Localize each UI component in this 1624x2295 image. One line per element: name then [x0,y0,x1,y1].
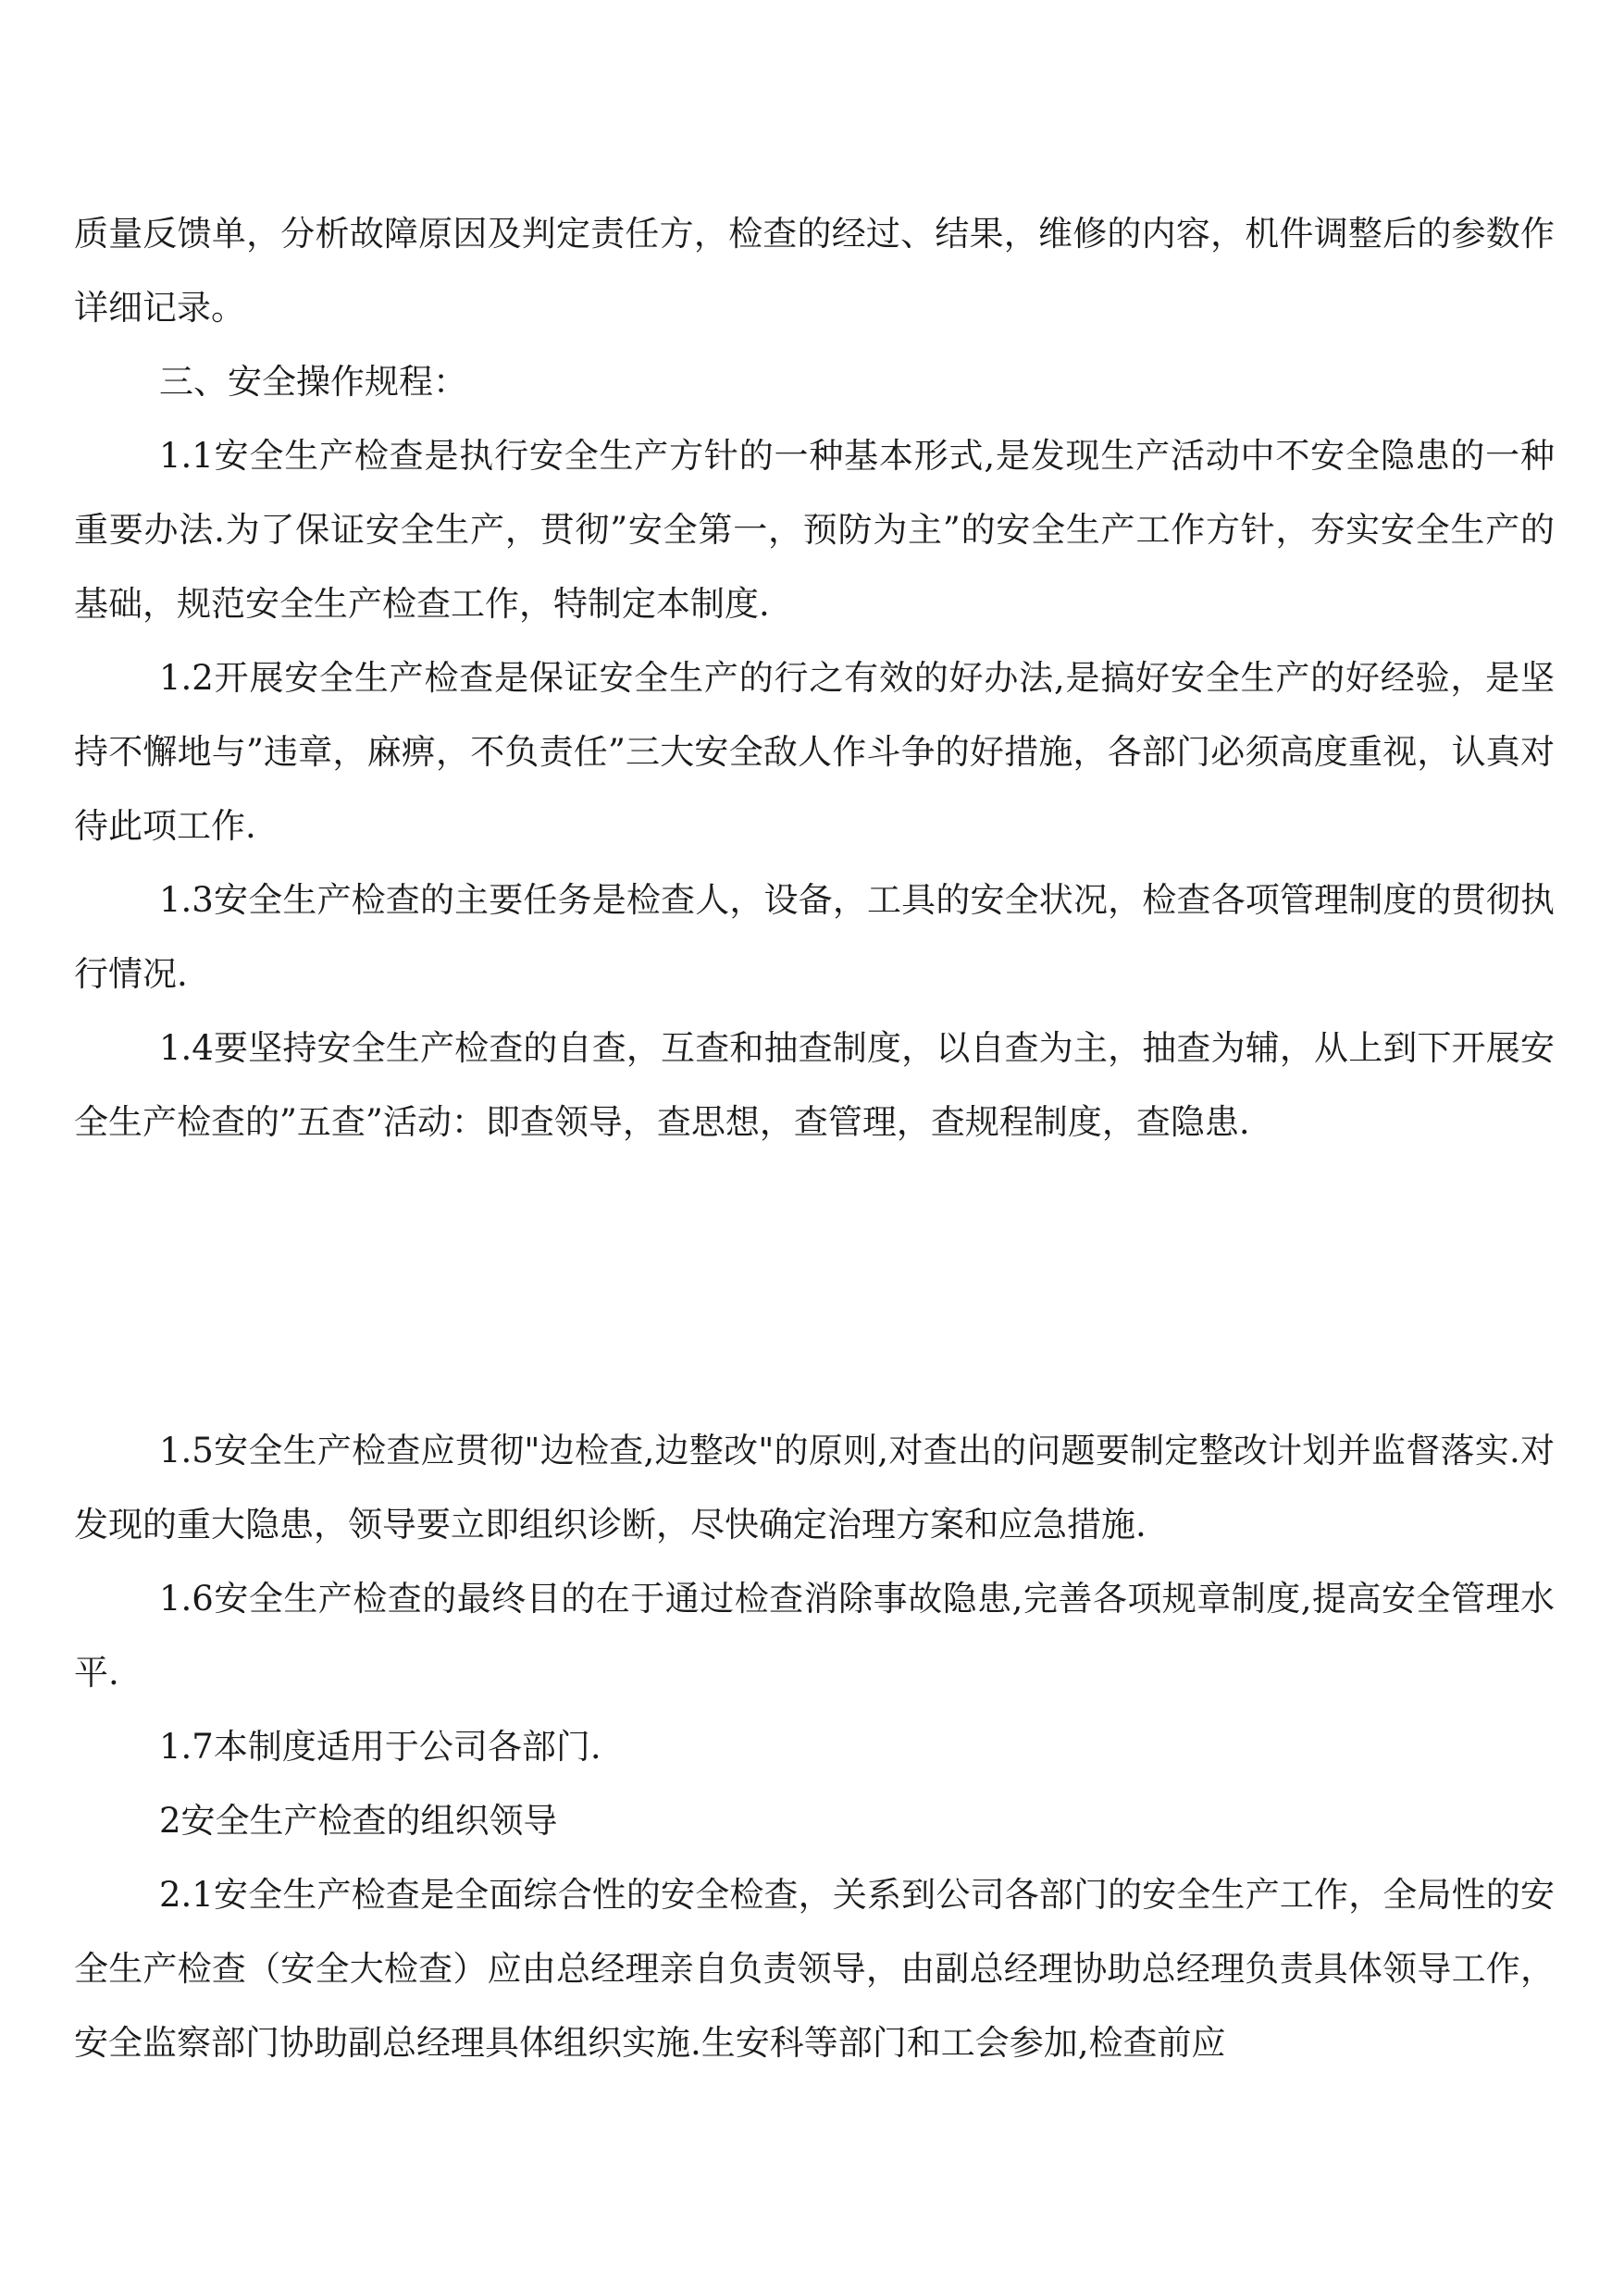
paragraph-1-4: 1.4要坚持安全生产检查的自查，互查和抽查制度，以自查为主，抽查为辅，从上到下开展安全生产检查的”五查”活动：即查领导，查思想，查管理，查规程制度，查隐患. [74,1028,1555,1142]
paragraph-2-1: 2.1安全生产检查是全面综合性的安全检查，关系到公司各部门的安全生产工作，全局性的安全生产检查（安全大检查）应由总经理亲自负责领导，由副总经理协助总经理负责具体领导工作，安全监察部门协助副总经理具体组织实施.生安科等部门和工会参加,检查前应 [74,1875,1555,2063]
paragraph-1-7: 1.7本制度适用于公司各部门. [159,1727,601,1767]
paragraph-continuation: 质量反馈单，分析故障原因及判定责任方，检查的经过、结果，维修的内容，机件调整后的参数作详细记录。 [74,214,1555,328]
section-heading-organization: 2安全生产检查的组织领导 [159,1801,558,1841]
paragraph-1-5: 1.5安全生产检查应贯彻"边检查,边整改"的原则,对查出的问题要制定整改计划并监督落实.对发现的重大隐患，领导要立即组织诊断，尽快确定治理方案和应急措施. [74,1431,1555,1544]
paragraph-1-6: 1.6安全生产检查的最终目的在于通过检查消除事故隐患,完善各项规章制度,提高安全管理水平. [74,1579,1555,1693]
section-heading-safety-rules: 三、安全操作规程： [159,362,467,402]
text-block-lower [74,1414,1555,2080]
paragraph-1-2: 1.2开展安全生产检查是保证安全生产的行之有效的好办法,是搞好安全生产的好经验，是坚持不懈地与”违章，麻痹，不负责任”三大安全敌人作斗争的好措施，各部门必须高度重视，认真对待此项工作. [74,658,1555,846]
paragraph-1-3: 1.3安全生产检查的主要任务是检查人，设备，工具的安全状况，检查各项管理制度的贯彻执行情况. [74,880,1555,994]
text-block-upper [74,197,1555,1160]
paragraph-1-1: 1.1安全生产检查是执行安全生产方针的一种基本形式,是发现生产活动中不安全隐患的一种重要办法.为了保证安全生产，贯彻”安全第一，预防为主”的安全生产工作方针，夯实安全生产的基础，规范安全生产检查工作，特制定本制度. [74,436,1555,624]
